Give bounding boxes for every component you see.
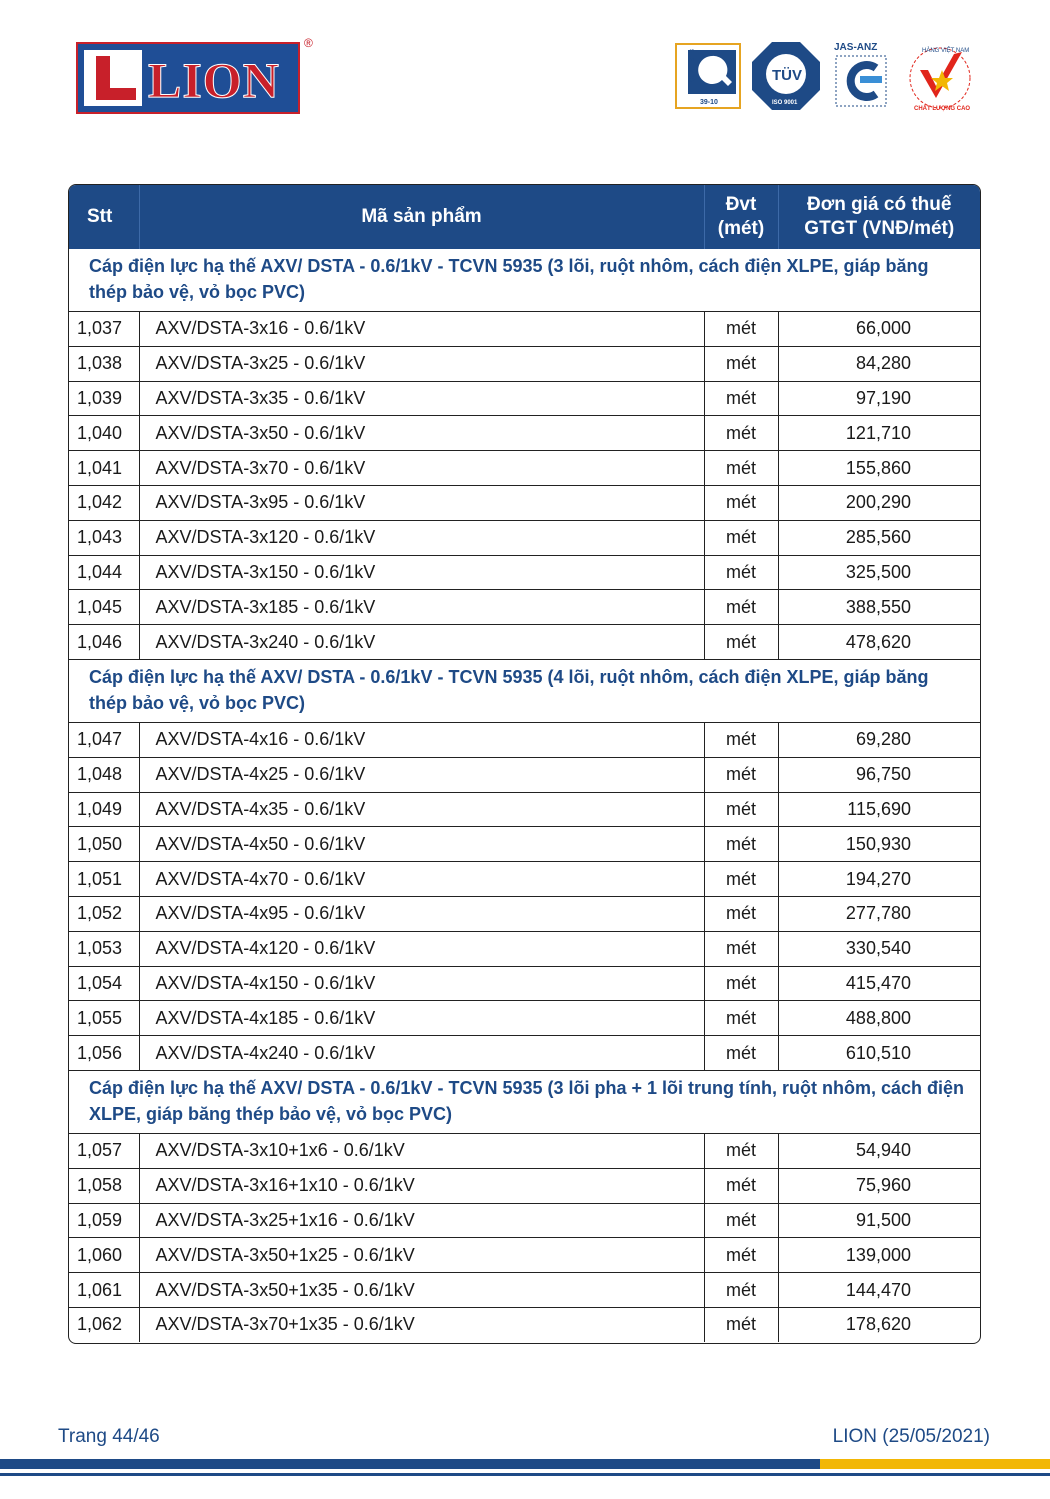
row-unit: mét: [704, 312, 778, 347]
table-header-row: [69, 185, 980, 249]
row-product-code: AXV/DSTA-4x240 - 0.6/1kV: [139, 1036, 704, 1071]
row-product-code: AXV/DSTA-3x70 - 0.6/1kV: [139, 451, 704, 486]
row-product-code: AXV/DSTA-4x70 - 0.6/1kV: [139, 862, 704, 897]
row-product-code: AXV/DSTA-3x50+1x25 - 0.6/1kV: [139, 1238, 704, 1273]
table-row: [69, 312, 980, 347]
row-price: 84,280: [778, 346, 980, 381]
row-unit: mét: [704, 1133, 778, 1168]
row-stt: 1,058: [69, 1168, 139, 1203]
row-stt: 1,054: [69, 966, 139, 1001]
row-stt: 1,042: [69, 485, 139, 520]
row-stt: 1,052: [69, 896, 139, 931]
row-price: 388,550: [778, 590, 980, 625]
row-unit: mét: [704, 722, 778, 757]
row-stt: 1,041: [69, 451, 139, 486]
row-stt: 1,053: [69, 931, 139, 966]
row-stt: 1,055: [69, 1001, 139, 1036]
row-product-code: AXV/DSTA-3x240 - 0.6/1kV: [139, 625, 704, 660]
registered-mark: ®: [304, 36, 313, 50]
jas-anz-text: JAS-ANZ: [834, 42, 878, 53]
table-row: [69, 346, 980, 381]
table-body: [69, 249, 980, 1342]
row-product-code: AXV/DSTA-4x150 - 0.6/1kV: [139, 966, 704, 1001]
row-stt: 1,040: [69, 416, 139, 451]
row-unit: mét: [704, 381, 778, 416]
row-stt: 1,046: [69, 625, 139, 660]
logo-text: LION: [148, 52, 280, 108]
hvn-text: HÀNG VIỆT NAM: [922, 48, 970, 54]
row-product-code: AXV/DSTA-3x120 - 0.6/1kV: [139, 520, 704, 555]
row-stt: 1,044: [69, 555, 139, 590]
row-price: 610,510: [778, 1036, 980, 1071]
table-row: [69, 1133, 980, 1168]
row-unit: mét: [704, 1307, 778, 1341]
row-unit: mét: [704, 1238, 778, 1273]
row-price: 200,290: [778, 485, 980, 520]
row-product-code: AXV/DSTA-4x120 - 0.6/1kV: [139, 931, 704, 966]
table-row: [69, 416, 980, 451]
row-stt: 1,060: [69, 1238, 139, 1273]
header-unit: Đvt (mét): [704, 185, 778, 249]
row-product-code: AXV/DSTA-3x150 - 0.6/1kV: [139, 555, 704, 590]
row-unit: mét: [704, 1273, 778, 1308]
table-row: [69, 520, 980, 555]
row-product-code: AXV/DSTA-3x10+1x6 - 0.6/1kV: [139, 1133, 704, 1168]
row-stt: 1,056: [69, 1036, 139, 1071]
tuv-iso-text: ISO 9001: [772, 100, 798, 106]
row-stt: 1,050: [69, 827, 139, 862]
table-row: [69, 827, 980, 862]
row-product-code: AXV/DSTA-3x50 - 0.6/1kV: [139, 416, 704, 451]
row-product-code: AXV/DSTA-4x16 - 0.6/1kV: [139, 722, 704, 757]
row-price: 488,800: [778, 1001, 980, 1036]
quatest3-code: 39-10: [700, 99, 718, 106]
row-unit: mét: [704, 966, 778, 1001]
row-price: 66,000: [778, 312, 980, 347]
price-table: [69, 185, 980, 1342]
table-row: [69, 451, 980, 486]
table-row: [69, 1307, 980, 1341]
row-price: 285,560: [778, 520, 980, 555]
row-price: 150,930: [778, 827, 980, 862]
table-row: [69, 485, 980, 520]
table-row: [69, 862, 980, 897]
row-unit: mét: [704, 1036, 778, 1071]
table-row: [69, 966, 980, 1001]
tuv-text: TÜV: [772, 67, 802, 84]
row-unit: mét: [704, 590, 778, 625]
table-row: [69, 896, 980, 931]
row-stt: 1,043: [69, 520, 139, 555]
row-unit: mét: [704, 1203, 778, 1238]
table-row: [69, 625, 980, 660]
row-unit: mét: [704, 862, 778, 897]
row-price: 75,960: [778, 1168, 980, 1203]
table-row: [69, 1036, 980, 1071]
logo-l-mark: [84, 50, 142, 106]
row-price: 139,000: [778, 1238, 980, 1273]
jas-anz-logo: [830, 40, 894, 112]
row-product-code: AXV/DSTA-3x185 - 0.6/1kV: [139, 590, 704, 625]
row-price: 121,710: [778, 416, 980, 451]
page-number: Trang 44/46: [58, 1426, 160, 1447]
row-product-code: AXV/DSTA-4x95 - 0.6/1kV: [139, 896, 704, 931]
row-price: 194,270: [778, 862, 980, 897]
section-header-row: [69, 659, 980, 722]
table-row: [69, 757, 980, 792]
row-price: 178,620: [845, 1314, 911, 1335]
quatest3-text: QUATEST 3: [690, 49, 696, 82]
section-header-row: [69, 249, 980, 312]
row-unit: mét: [704, 931, 778, 966]
row-unit: mét: [704, 792, 778, 827]
row-price: 325,500: [778, 555, 980, 590]
footer-stripe-thin: [0, 1473, 1050, 1476]
tuv-logo: [750, 40, 822, 112]
row-price: 415,470: [778, 966, 980, 1001]
row-price: 91,500: [778, 1203, 980, 1238]
section-header-row: [69, 1070, 980, 1133]
section-title: Cáp điện lực hạ thế AXV/ DSTA - 0.6/1kV - TCVN 5935 (3 lõi, ruột nhôm, cách điện XLPE, giáp băng thép bảo vệ, vỏ bọc PVC): [69, 249, 980, 312]
row-product-code: AXV/DSTA-3x25 - 0.6/1kV: [139, 346, 704, 381]
row-price: 330,540: [778, 931, 980, 966]
quatest3-logo: [674, 40, 744, 112]
header-product-code: Mã sản phẩm: [139, 185, 704, 249]
row-product-code: AXV/DSTA-3x35 - 0.6/1kV: [139, 381, 704, 416]
row-product-code: AXV/DSTA-3x16 - 0.6/1kV: [139, 312, 704, 347]
table-row: [69, 722, 980, 757]
row-stt: 1,061: [69, 1273, 139, 1308]
row-price: 144,470: [778, 1273, 980, 1308]
row-unit: mét: [704, 896, 778, 931]
row-unit: mét: [704, 1001, 778, 1036]
row-unit: mét: [704, 346, 778, 381]
hang-viet-nam-logo: [902, 40, 979, 112]
section-title: Cáp điện lực hạ thế AXV/ DSTA - 0.6/1kV - TCVN 5935 (4 lõi, ruột nhôm, cách điện XLPE, giáp băng thép bảo vệ, vỏ bọc PVC): [69, 659, 980, 722]
row-stt: 1,059: [69, 1203, 139, 1238]
row-product-code: AXV/DSTA-3x16+1x10 - 0.6/1kV: [139, 1168, 704, 1203]
row-product-code: AXV/DSTA-3x70+1x35 - 0.6/1kV: [139, 1307, 704, 1341]
logo-box: [76, 42, 300, 114]
document-version: LION (25/05/2021): [832, 1426, 990, 1447]
table-row: [69, 1273, 980, 1308]
row-unit: mét: [704, 827, 778, 862]
row-product-code: AXV/DSTA-4x185 - 0.6/1kV: [139, 1001, 704, 1036]
row-unit: mét: [704, 485, 778, 520]
row-stt: 1,039: [69, 381, 139, 416]
row-stt: 1,062: [69, 1307, 139, 1341]
row-product-code: AXV/DSTA-3x95 - 0.6/1kV: [139, 485, 704, 520]
row-stt: 1,051: [69, 862, 139, 897]
row-unit: mét: [704, 757, 778, 792]
row-price: 277,780: [778, 896, 980, 931]
row-price: 96,750: [778, 757, 980, 792]
row-unit: mét: [704, 555, 778, 590]
row-stt: 1,047: [69, 722, 139, 757]
row-price: 54,940: [778, 1133, 980, 1168]
footer-stripe-yellow: [820, 1459, 1050, 1469]
hvn-sub-text: CHẤT LƯỢNG CAO: [914, 106, 971, 112]
header-price: Đơn giá có thuế GTGT (VNĐ/mét): [778, 185, 980, 249]
row-price: 155,860: [778, 451, 980, 486]
row-product-code: AXV/DSTA-4x35 - 0.6/1kV: [139, 792, 704, 827]
row-product-code: AXV/DSTA-3x50+1x35 - 0.6/1kV: [139, 1273, 704, 1308]
certification-logos: [674, 40, 979, 114]
table-row: [69, 1238, 980, 1273]
table-row: [69, 381, 980, 416]
row-stt: 1,057: [69, 1133, 139, 1168]
table-row: [69, 1168, 980, 1203]
row-unit: mét: [704, 1168, 778, 1203]
row-stt: 1,038: [69, 346, 139, 381]
row-stt: 1,048: [69, 757, 139, 792]
row-product-code: AXV/DSTA-4x50 - 0.6/1kV: [139, 827, 704, 862]
price-table-container: [68, 184, 981, 1344]
row-unit: mét: [704, 416, 778, 451]
table-row: [69, 1001, 980, 1036]
header-stt: Stt: [69, 185, 139, 249]
table-row: [69, 792, 980, 827]
row-price: 97,190: [778, 381, 980, 416]
table-row: [69, 555, 980, 590]
table-row: [69, 1203, 980, 1238]
row-unit: mét: [704, 625, 778, 660]
row-price: 478,620: [778, 625, 980, 660]
row-stt: 1,049: [69, 792, 139, 827]
row-unit: mét: [704, 451, 778, 486]
row-product-code: AXV/DSTA-4x25 - 0.6/1kV: [139, 757, 704, 792]
lion-logo: [76, 38, 316, 114]
row-price: 69,280: [778, 722, 980, 757]
row-unit: mét: [704, 520, 778, 555]
row-product-code: AXV/DSTA-3x25+1x16 - 0.6/1kV: [139, 1203, 704, 1238]
table-row: [69, 931, 980, 966]
row-stt: 1,037: [69, 312, 139, 347]
row-stt: 1,045: [69, 590, 139, 625]
row-price: 115,690: [778, 792, 980, 827]
section-title: Cáp điện lực hạ thế AXV/ DSTA - 0.6/1kV - TCVN 5935 (3 lõi pha + 1 lõi trung tính, ruột nhôm, cách điện XLPE, giáp băng thép bảo vệ, vỏ bọc PVC): [69, 1070, 980, 1133]
table-row: [69, 590, 980, 625]
